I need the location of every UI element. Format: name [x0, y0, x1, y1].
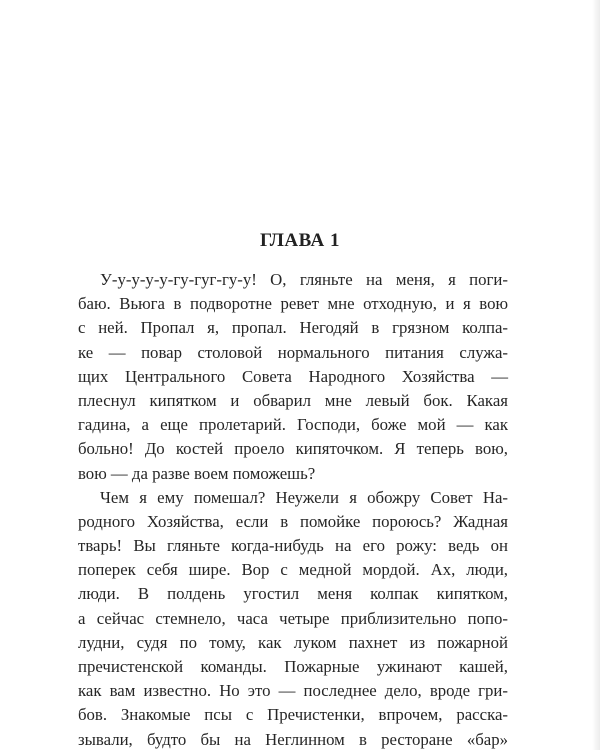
text-line: лудни, судя по тому, как луком пахнет из пожарной	[78, 632, 508, 652]
page-edge-shadow	[592, 0, 600, 750]
text-line: гадина, а еще пролетарий. Господи, боже мой — как	[78, 415, 508, 435]
text-line: а сейчас стемнело, часа четыре приблизительно попо-	[78, 608, 508, 628]
text-line: Чем я ему помешал? Неужели я обожру Совет На-	[100, 487, 508, 507]
chapter-title: ГЛАВА 1	[259, 230, 341, 251]
text-line: поперек себя шире. Вор с медной мордой. Ах, люди,	[78, 560, 508, 580]
text-line: вою — да разве воем поможешь?	[78, 463, 316, 483]
text-line: пречистенской команды. Пожарные ужинают кашей,	[78, 657, 508, 676]
text-line: баю. Вьюга в подворотне ревет мне отходную, и я вою	[78, 294, 508, 314]
text-line: бов. Знакомые псы с Пречистенки, впрочем, расска-	[78, 705, 508, 725]
chapter-text	[78, 268, 508, 750]
text-line: больно! До костей проело кипяточком. Я теперь вою,	[78, 439, 508, 459]
text-line: люди. В полдень угостил меня колпак кипятком,	[78, 584, 508, 604]
text-line: с ней. Пропал я, пропал. Негодяй в грязном колпа-	[78, 318, 508, 338]
text-line: У-у-у-у-у-гу-гуг-гу-у! О, гляньте на меня, я поги-	[100, 270, 508, 289]
text-line: тварь! Вы гляньте когда-нибудь на его рожу: ведь он	[78, 536, 508, 556]
text-line: щих Центрального Совета Народного Хозяйства —	[78, 366, 508, 386]
text-line: как вам известно. Но это — последнее дело, вроде гри-	[78, 681, 508, 701]
text-line: родного Хозяйства, если в помойке пороюсь? Жадная	[78, 511, 508, 531]
text-line: зывали, будто бы на Неглинном в ресторане «бар»	[78, 729, 508, 749]
text-line: плеснул кипятком и обварил мне левый бок. Какая	[78, 390, 508, 410]
text-line: ке — повар столовой нормального питания служа-	[78, 342, 508, 362]
